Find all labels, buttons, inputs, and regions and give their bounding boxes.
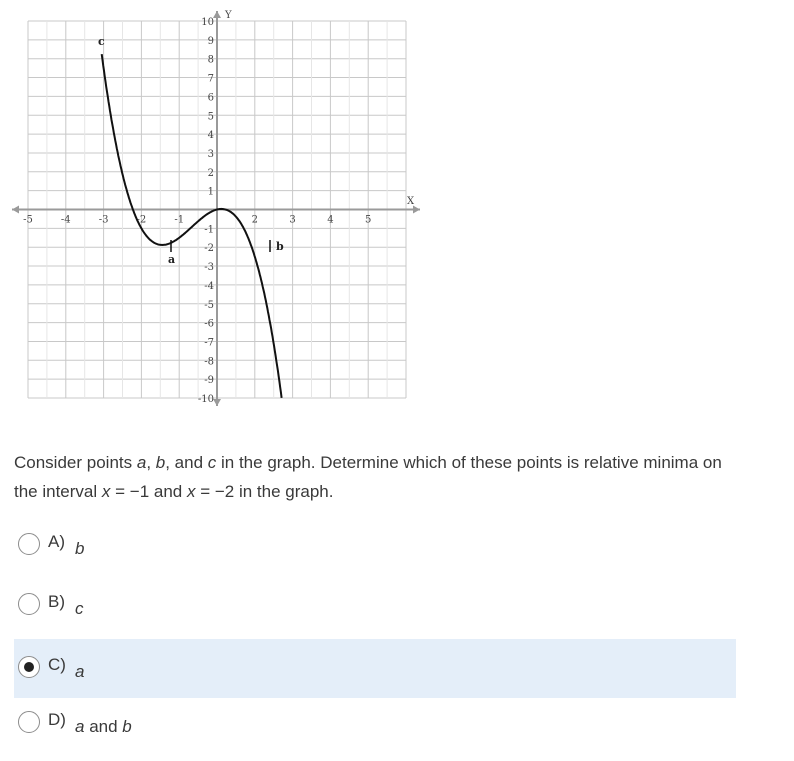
question-text — [14, 448, 744, 506]
y-tick-label: -3 — [204, 262, 214, 274]
option-b[interactable] — [14, 576, 736, 635]
option-answer-text: a — [75, 662, 85, 681]
option-a[interactable] — [14, 516, 736, 575]
y-tick-label: 2 — [207, 167, 214, 179]
y-tick-label: 6 — [207, 92, 214, 104]
option-answer — [75, 717, 132, 737]
point-markers — [98, 35, 284, 266]
y-tick-label: 10 — [201, 17, 214, 28]
y-tick-label: -8 — [204, 356, 214, 368]
y-tick-label: 1 — [207, 186, 214, 198]
y-tick-label: -1 — [204, 224, 214, 236]
x-tick-label: -5 — [23, 214, 33, 226]
function-graph — [0, 0, 430, 410]
question-part: = −2 in the graph. — [195, 482, 334, 501]
question-part: , — [146, 453, 156, 472]
y-axis-arrow-up — [213, 11, 221, 18]
question-part: Consider points — [14, 453, 137, 472]
x-axis-label: X — [407, 196, 415, 207]
y-tick-label: 3 — [207, 148, 214, 160]
y-tick-label: -9 — [204, 375, 214, 387]
question-var-b: b — [155, 453, 166, 472]
x-tick-label: 3 — [289, 214, 296, 226]
radio-button-d[interactable] — [18, 711, 40, 733]
option-answer — [75, 599, 84, 619]
option-answer-text: b — [75, 539, 85, 558]
option-letter: B) — [48, 592, 65, 611]
option-letter: A) — [48, 532, 65, 551]
tick-labels — [23, 10, 415, 405]
option-letter: D) — [48, 710, 66, 729]
option-answer-and: and — [84, 717, 123, 736]
radio-button-a[interactable] — [18, 533, 40, 555]
y-tick-label: -2 — [204, 243, 214, 255]
x-tick-label: 5 — [365, 214, 372, 226]
x-tick-label: 2 — [251, 214, 258, 226]
question-part: in the graph. Determine which of these points is relative minima on the interval — [14, 453, 722, 501]
option-c[interactable] — [14, 639, 736, 698]
y-tick-label: 4 — [207, 130, 214, 142]
option-letter: C) — [48, 655, 66, 674]
radio-button-b[interactable] — [18, 593, 40, 615]
y-tick-label: 7 — [207, 73, 214, 85]
question-var-x: x — [186, 482, 196, 501]
y-tick-label: -4 — [204, 280, 214, 292]
y-tick-label: -7 — [204, 337, 214, 349]
option-answer-b: b — [122, 717, 132, 736]
radio-button-c[interactable] — [18, 656, 40, 678]
option-answer-text: c — [75, 599, 84, 618]
option-answer — [75, 662, 84, 682]
axes — [12, 11, 420, 406]
question-var-a: a — [136, 453, 147, 472]
x-axis-arrow-left — [12, 206, 19, 214]
x-tick-label: -2 — [136, 214, 147, 226]
question-var-c: c — [207, 453, 217, 472]
question-part: = −1 and — [110, 482, 187, 501]
option-answer — [75, 539, 84, 559]
y-tick-label: -6 — [204, 318, 214, 330]
option-d[interactable] — [14, 694, 736, 753]
point-a-label: a — [168, 253, 176, 266]
y-axis-arrow-down — [213, 399, 221, 406]
x-tick-label: 4 — [327, 214, 334, 226]
question-var-x: x — [101, 482, 111, 501]
x-tick-label: -3 — [98, 214, 109, 226]
x-tick-label: -4 — [60, 214, 71, 226]
y-tick-label: -5 — [204, 299, 214, 311]
x-tick-label: -1 — [174, 214, 185, 226]
question-part: , and — [165, 453, 208, 472]
point-b-label: b — [276, 240, 284, 253]
y-axis-label: Y — [225, 10, 232, 21]
option-answer-a: a — [75, 717, 85, 736]
y-tick-label: 8 — [207, 54, 214, 66]
point-c-label: c — [98, 35, 105, 48]
y-tick-label: 9 — [207, 35, 214, 47]
y-tick-label: -10 — [197, 394, 214, 405]
y-tick-label: 5 — [207, 111, 214, 123]
